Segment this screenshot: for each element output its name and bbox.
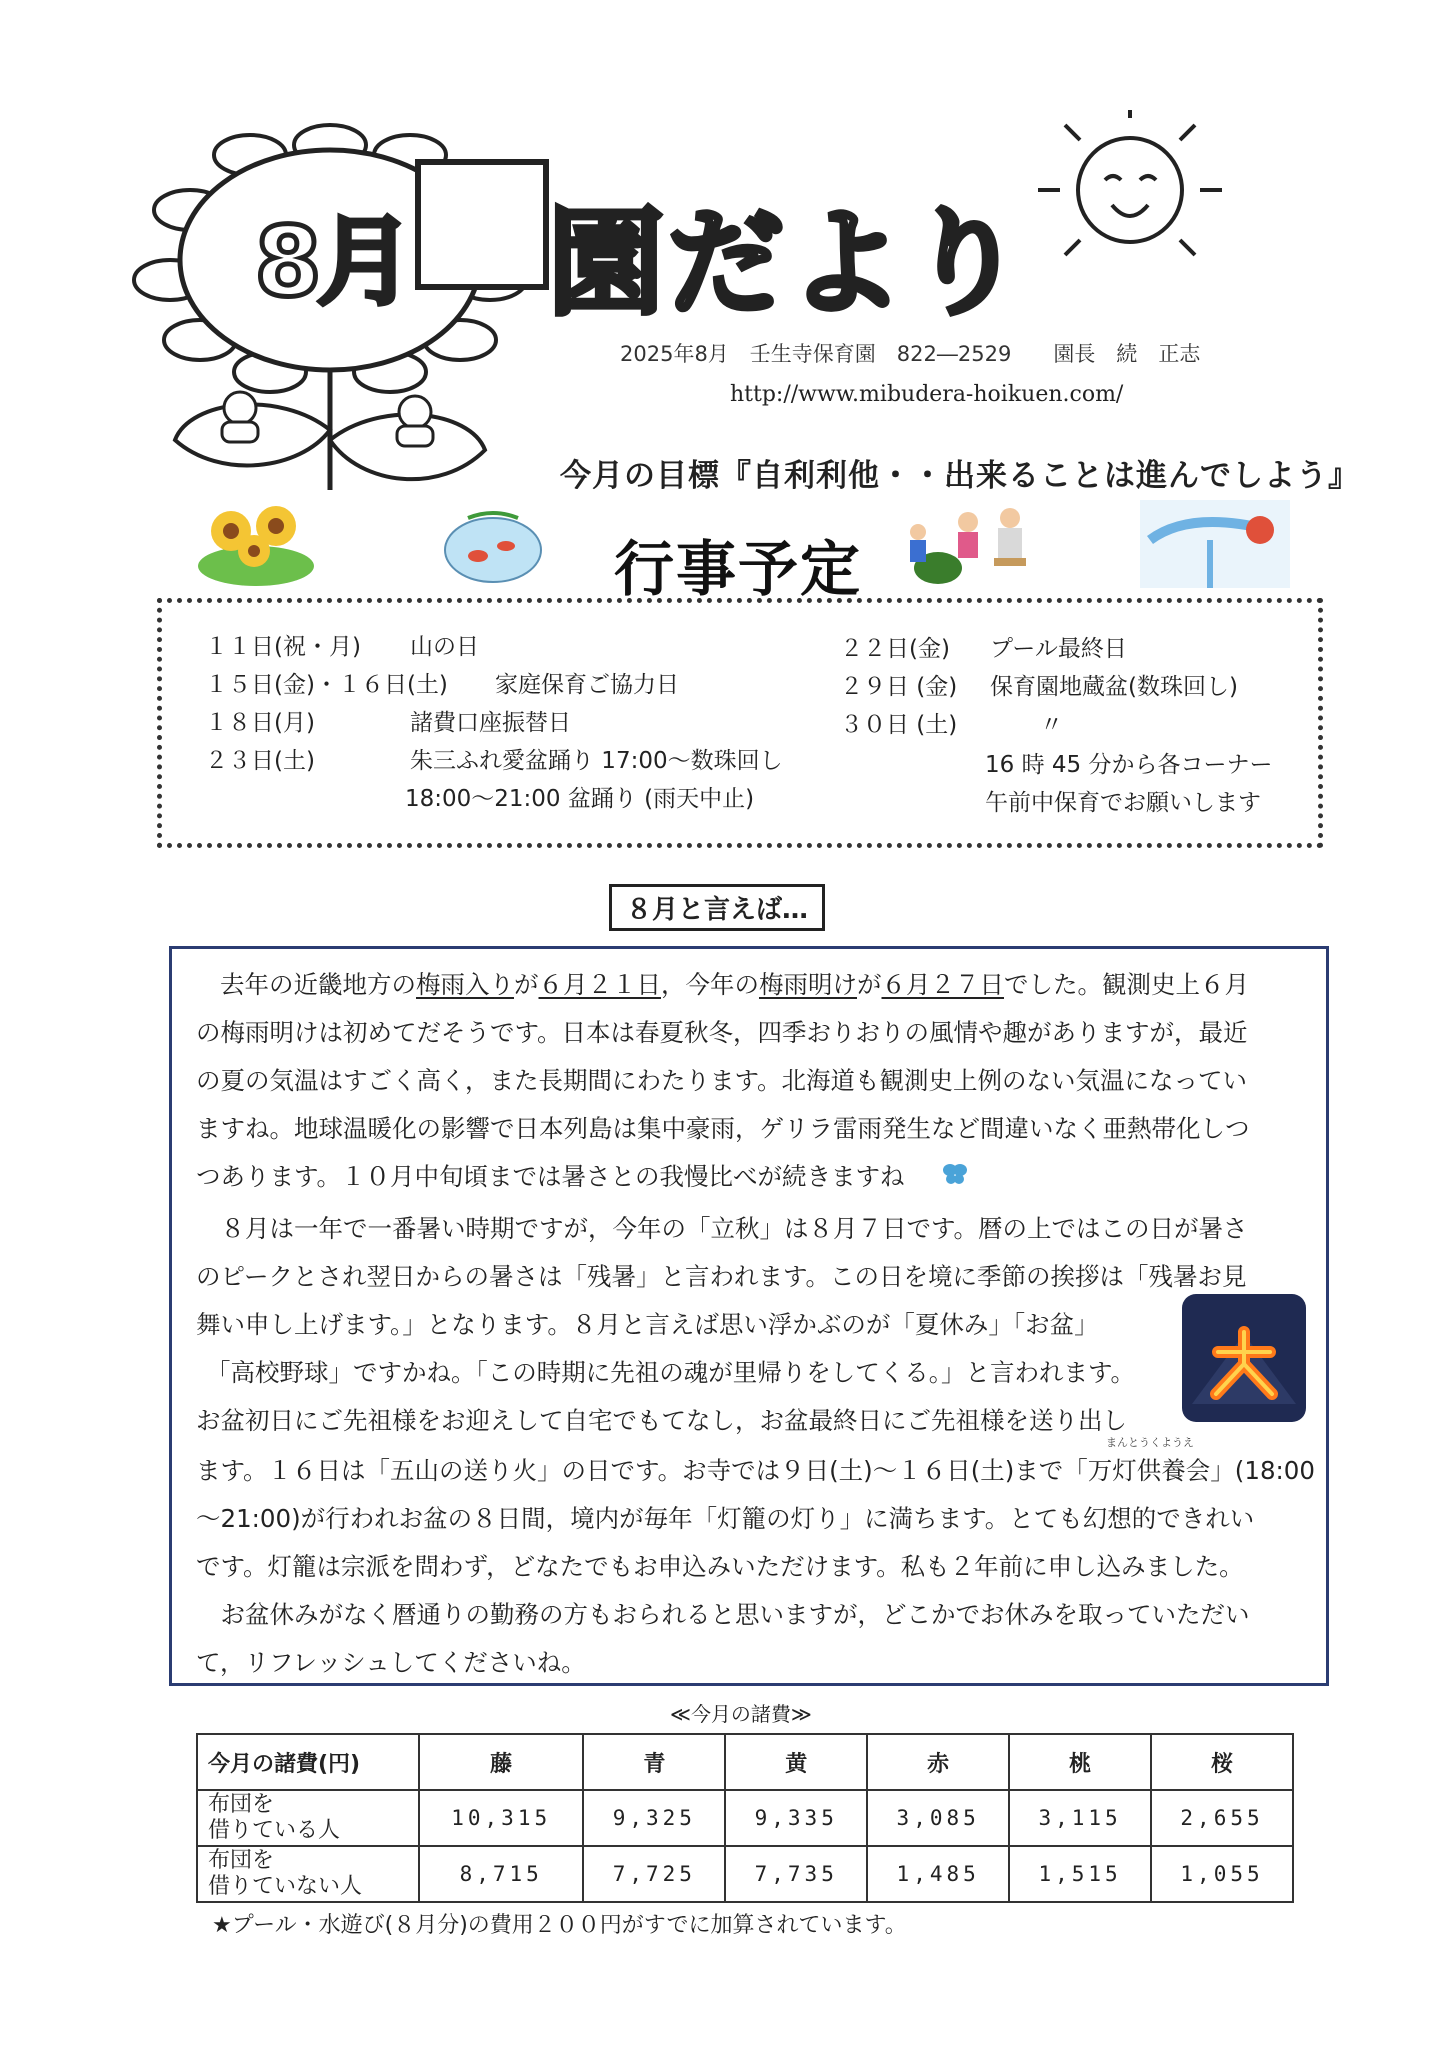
fee-cell: 1,485 <box>867 1846 1009 1902</box>
fee-cell: 3,115 <box>1009 1790 1151 1846</box>
article-line: の夏の気温はすごく高く，また長期間にわたります。北海道も観測史上例のない気温になってい <box>196 1066 1248 1095</box>
fees-table <box>196 1733 1294 1903</box>
fee-cell: 9,325 <box>583 1790 725 1846</box>
fee-cell: 7,735 <box>725 1846 867 1902</box>
class-header: 青 <box>583 1734 725 1790</box>
event-date: １５日(金)・１６日(土) <box>205 672 448 698</box>
article-line: の梅雨明けは初めてだそうです。日本は春夏秋冬，四季おりおりの風情や趣がありますが，最近 <box>196 1018 1248 1047</box>
event-text: 山の日 <box>410 634 479 660</box>
issue-info: 2025年8月 壬生寺保育園 822―2529 園長 続 正志 <box>620 342 1201 366</box>
event-text: 〃 <box>1040 712 1063 738</box>
goldfish-bowl-icon <box>438 508 548 586</box>
event-date: ２３日(土) <box>205 748 315 774</box>
article-line: ます。１６日は「五山の送り火」の日です。お寺では９日(土)～１６日(土)まで「万灯供養会」(18:00 <box>196 1456 1315 1485</box>
fee-cell: 7,725 <box>583 1846 725 1902</box>
event-date: １８日(月) <box>205 710 315 736</box>
article-line: ８月は一年で一番暑い時期ですが，今年の「立秋」は８月７日です。暦の上ではこの日が暑さ <box>196 1214 1248 1243</box>
article-line: つあります。１０月中旬頃までは暑さとの我慢比べが続きますね <box>196 1162 905 1191</box>
event-date: ３０日 (土) <box>840 712 958 738</box>
article-line: 舞い申し上げます。」となります。８月と言えば思い浮かぶのが「夏休み」「お盆」 <box>196 1310 1099 1339</box>
ruby-annotation: まんとうくようえ <box>1106 1436 1194 1449</box>
article-line: のピークとされ翌日からの暑さは「残暑」と言われます。この日を境に季節の挨拶は「残暑お見 <box>196 1262 1247 1291</box>
fee-cell: 8,715 <box>419 1846 583 1902</box>
fee-cell: 2,655 <box>1151 1790 1293 1846</box>
event-text: プール最終日 <box>990 636 1127 662</box>
website-link[interactable]: http://www.mibudera-hoikuen.com/ <box>730 382 1124 407</box>
fees-caption: ≪今月の諸費≫ <box>670 1702 812 1726</box>
table-row <box>197 1790 1293 1846</box>
butterfly-icon <box>942 1162 968 1186</box>
fee-cell: 9,335 <box>725 1790 867 1846</box>
event-date: ２９日 (金) <box>840 674 958 700</box>
sunflower-clipart-icon <box>196 496 316 586</box>
class-header: 黄 <box>725 1734 867 1790</box>
class-header: 赤 <box>867 1734 1009 1790</box>
event-text: 家庭保育ご協力日 <box>495 672 679 698</box>
article-line: ～21:00)が行われお盆の８日間，境内が毎年「灯籠の灯り」に満ちます。とても幻想的できれい <box>196 1504 1255 1533</box>
daimonji-fire-icon <box>1182 1294 1306 1422</box>
article-line: お盆休みがなく暦通りの勤務の方もおられると思いますが，どこかでお休みを取っていただい <box>196 1600 1250 1629</box>
article-line: 「高校野球」ですかね。「この時期に先祖の魂が里帰りをしてくる。」と言われます。 <box>206 1358 1136 1387</box>
monthly-goal: 今月の目標『自利利他・・出来ることは進んでしよう』 <box>560 458 1360 494</box>
table-row <box>197 1846 1293 1902</box>
article-line-1: 去年の近畿地方の梅雨入りが６月２１日，今年の梅雨明けが６月２７日でした。観測史上６月 <box>220 970 1249 999</box>
event-text: 午前中保育でお願いします <box>985 790 1261 816</box>
article-line: て，リフレッシュしてくださいね。 <box>196 1648 586 1677</box>
event-date: １１日(祝・月) <box>205 634 361 660</box>
fee-cell: 1,515 <box>1009 1846 1151 1902</box>
article-line: です。灯籠は宗派を問わず，どなたでもお申込みいただけます。私も２年前に申し込みました。 <box>196 1552 1244 1581</box>
newsletter-title: 園だより <box>548 196 1028 331</box>
class-header: 桜 <box>1151 1734 1293 1790</box>
event-date: ２２日(金) <box>840 636 950 662</box>
fee-cell: 10,315 <box>419 1790 583 1846</box>
event-text: 18:00～21:00 盆踊り (雨天中止) <box>405 786 755 812</box>
beach-ball-icon <box>1140 500 1290 588</box>
table-header-row <box>197 1734 1293 1790</box>
events-title: 行事予定 <box>614 535 862 605</box>
class-header: 藤 <box>419 1734 583 1790</box>
section-heading: ８月と言えば… <box>609 884 825 931</box>
article-line: ますね。地球温暖化の影響で日本列島は集中豪雨，ゲリラ雷雨発生など間違いなく亜熱帯化しつ <box>196 1114 1250 1143</box>
watermelon-kids-icon <box>898 502 1038 588</box>
month-title: 8月 <box>254 206 410 318</box>
fee-cell: 1,055 <box>1151 1846 1293 1902</box>
event-text: 16 時 45 分から各コーナー <box>985 752 1273 778</box>
fee-cell: 3,085 <box>867 1790 1009 1846</box>
article-line: お盆初日にご先祖様をお迎えして自宅でもてなし，お盆最終日にご先祖様を送り出し <box>196 1406 1127 1435</box>
smiling-sun-icon <box>1038 110 1222 255</box>
event-text: 朱三ふれ愛盆踊り 17:00～数珠回し <box>410 748 783 774</box>
table-corner-label: 今月の諸費(円) <box>197 1734 419 1790</box>
row-label: 布団を 借りていない人 <box>197 1846 419 1902</box>
class-header: 桃 <box>1009 1734 1151 1790</box>
event-text: 保育園地蔵盆(数珠回し) <box>990 674 1238 700</box>
event-text: 諸費口座振替日 <box>410 710 571 736</box>
fees-note: ★プール・水遊び(８月分)の費用２００円がすでに加算されています。 <box>212 1913 907 1938</box>
row-label: 布団を 借りている人 <box>197 1790 419 1846</box>
